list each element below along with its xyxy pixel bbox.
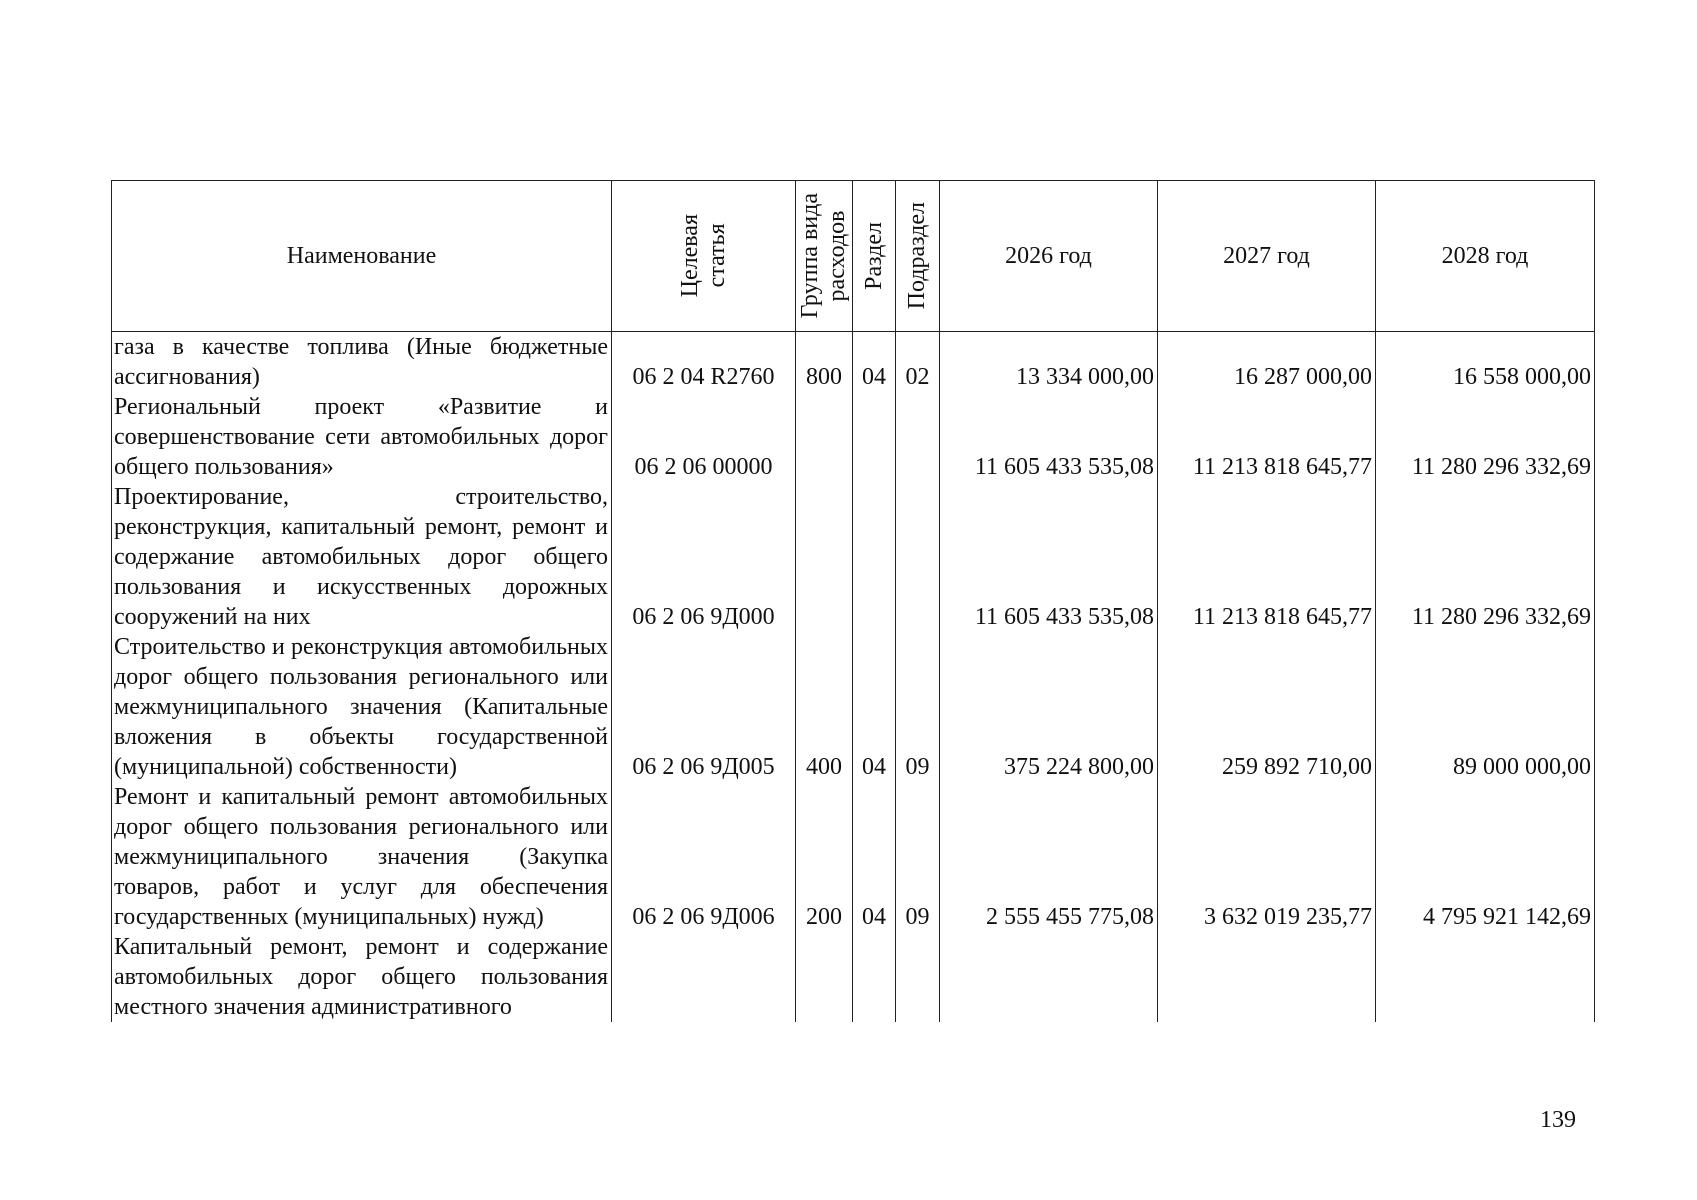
header-expense-group-label: Группа вида расходов <box>797 193 850 319</box>
row-amount-2028: 89 000 000,00 <box>1376 632 1595 782</box>
row-amount-2028 <box>1376 932 1595 1022</box>
row-code: 06 2 06 00000 <box>612 392 796 482</box>
table-row <box>112 392 1595 482</box>
table-row <box>112 782 1595 932</box>
row-code: 06 2 04 R2760 <box>612 332 796 393</box>
row-amount-2028: 16 558 000,00 <box>1376 332 1595 393</box>
row-group: 400 <box>796 632 853 782</box>
page-number: 139 <box>1540 1107 1576 1133</box>
header-year-2028: 2028 год <box>1376 181 1595 332</box>
table-row <box>112 332 1595 393</box>
row-subsection <box>896 392 940 482</box>
table-body <box>112 332 1595 1023</box>
header-section-label: Раздел <box>860 222 887 290</box>
row-amount-2027: 16 287 000,00 <box>1158 332 1376 393</box>
header-year-2027: 2027 год <box>1158 181 1376 332</box>
table-row <box>112 482 1595 632</box>
row-section <box>853 932 896 1022</box>
row-code: 06 2 06 9Д000 <box>612 482 796 632</box>
table-row <box>112 932 1595 1022</box>
row-amount-2027: 11 213 818 645,77 <box>1158 482 1376 632</box>
header-section <box>853 181 896 332</box>
row-amount-2028: 4 795 921 142,69 <box>1376 782 1595 932</box>
row-subsection <box>896 482 940 632</box>
header-target-article <box>612 181 796 332</box>
row-section <box>853 392 896 482</box>
row-group <box>796 392 853 482</box>
row-amount-2027: 259 892 710,00 <box>1158 632 1376 782</box>
row-amount-2027 <box>1158 932 1376 1022</box>
row-subsection: 09 <box>896 632 940 782</box>
row-name: газа в качестве топлива (Иные бюджетные ассигнования) <box>112 332 612 393</box>
row-name: Региональный проект «Развитие и совершенствование сети автомобильных дорог общего пользования» <box>112 392 612 482</box>
row-subsection <box>896 932 940 1022</box>
row-section <box>853 482 896 632</box>
header-expense-group <box>796 181 853 332</box>
row-code: 06 2 06 9Д006 <box>612 782 796 932</box>
row-amount-2027: 3 632 019 235,77 <box>1158 782 1376 932</box>
row-section: 04 <box>853 632 896 782</box>
row-section: 04 <box>853 332 896 393</box>
row-subsection: 02 <box>896 332 940 393</box>
row-name: Ремонт и капитальный ремонт автомобильных дорог общего пользования регионального или межмуниципального значения (Закупка товаров, работ и услуг для обеспечения государственных (муниципальных) нужд) <box>112 782 612 932</box>
row-amount-2026: 13 334 000,00 <box>940 332 1158 393</box>
row-amount-2028: 11 280 296 332,69 <box>1376 392 1595 482</box>
table-header <box>112 181 1595 332</box>
row-name: Проектирование, строительство, реконструкция, капитальный ремонт, ремонт и содержание автомобильных дорог общего пользования и искусственных дорожных сооружений на них <box>112 482 612 632</box>
row-amount-2026: 11 605 433 535,08 <box>940 482 1158 632</box>
row-name: Строительство и реконструкция автомобильных дорог общего пользования регионального или межмуниципального значения (Капитальные вложения в объекты государственной (муниципальной) собственности) <box>112 632 612 782</box>
row-amount-2026 <box>940 932 1158 1022</box>
header-year-2026: 2026 год <box>940 181 1158 332</box>
row-section: 04 <box>853 782 896 932</box>
header-subsection-label: Подраздел <box>904 202 930 310</box>
row-group <box>796 482 853 632</box>
row-amount-2026: 2 555 455 775,08 <box>940 782 1158 932</box>
header-subsection <box>896 181 940 332</box>
row-group <box>796 932 853 1022</box>
budget-table <box>111 180 1595 1022</box>
row-group: 800 <box>796 332 853 393</box>
row-amount-2026: 11 605 433 535,08 <box>940 392 1158 482</box>
header-target-article-label: Целевая статья <box>676 214 730 298</box>
row-name: Капитальный ремонт, ремонт и содержание автомобильных дорог общего пользования местного значения административного <box>112 932 612 1022</box>
row-amount-2026: 375 224 800,00 <box>940 632 1158 782</box>
row-amount-2028: 11 280 296 332,69 <box>1376 482 1595 632</box>
row-code <box>612 932 796 1022</box>
row-group: 200 <box>796 782 853 932</box>
table-row <box>112 632 1595 782</box>
row-subsection: 09 <box>896 782 940 932</box>
header-name: Наименование <box>112 181 612 332</box>
row-code: 06 2 06 9Д005 <box>612 632 796 782</box>
row-amount-2027: 11 213 818 645,77 <box>1158 392 1376 482</box>
